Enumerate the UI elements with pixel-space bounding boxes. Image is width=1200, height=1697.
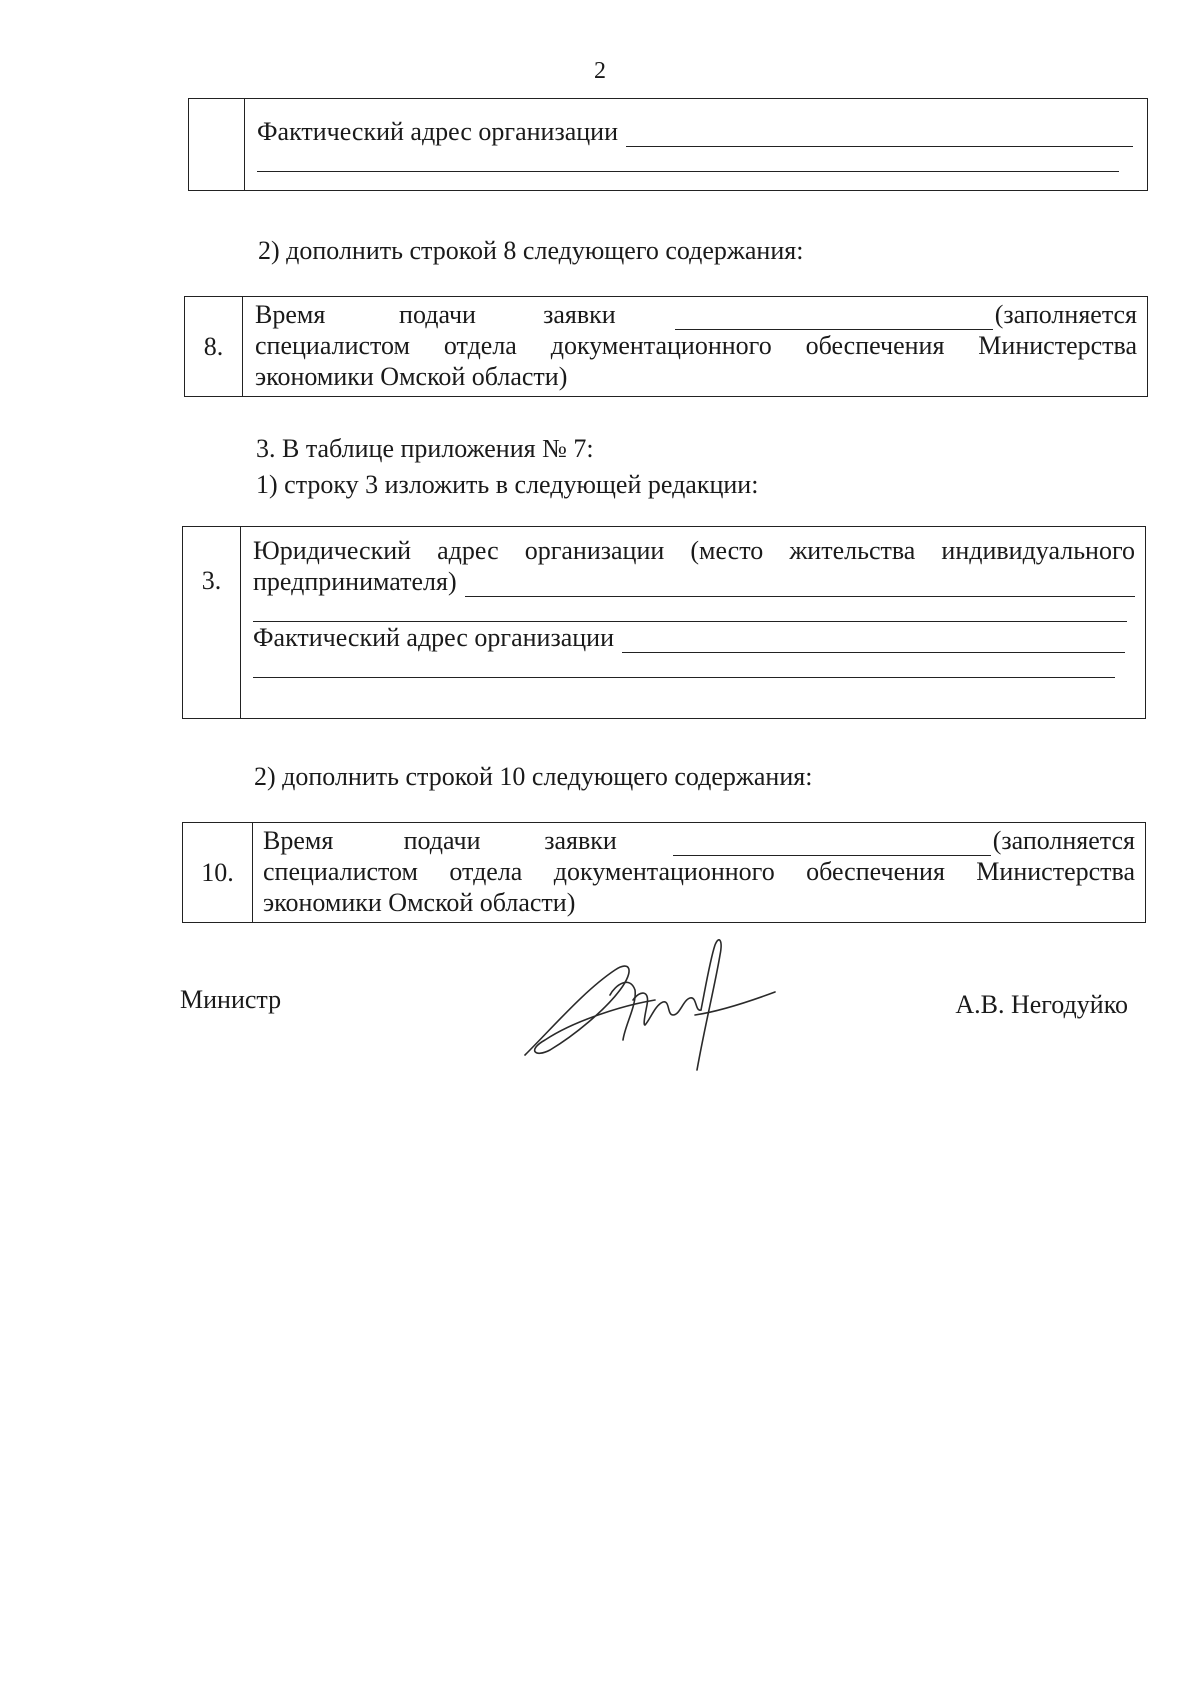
row-8-number: 8. xyxy=(185,297,243,397)
legal-address-line-2 xyxy=(253,597,1127,622)
time-blank-line xyxy=(675,307,993,330)
actual-address-line xyxy=(626,124,1133,147)
instruction-add-row-10: 2) дополнить строкой 10 следующего содержания: xyxy=(254,762,813,791)
row-10-line-3: экономики Омской области) xyxy=(263,888,576,917)
signer-name: А.В. Негодуйко xyxy=(955,990,1128,1019)
row-3-line-1: Юридический адрес организации (место жительства индивидуального xyxy=(253,536,1135,565)
table-row-8 xyxy=(184,296,1148,397)
table-row-10 xyxy=(182,822,1146,923)
table-content-cell xyxy=(245,99,1148,191)
filled-by-note: (заполняется xyxy=(994,300,1137,329)
time-blank-line-10 xyxy=(673,833,991,856)
table-continuation xyxy=(188,98,1148,191)
row-10-content xyxy=(253,823,1146,923)
word-submission-10: подачи xyxy=(403,826,481,855)
instruction-table-appendix-7: 3. В таблице приложения № 7: xyxy=(256,434,594,463)
word-time: Время xyxy=(255,300,326,329)
page-number: 2 xyxy=(594,58,606,84)
row-10-number: 10. xyxy=(183,823,253,923)
actual-address-line-3 xyxy=(622,630,1125,653)
handwritten-signature xyxy=(515,930,815,1090)
word-submission: подачи xyxy=(399,300,476,329)
row-10-line-2: специалистом отдела документационного обеспечения Министерства xyxy=(263,857,1135,886)
row-8-content xyxy=(243,297,1148,397)
row-3-content xyxy=(241,527,1146,719)
table-row-3 xyxy=(182,526,1146,719)
actual-address-line-2 xyxy=(257,147,1119,172)
actual-address-label-2: Фактический адрес организации xyxy=(253,623,614,652)
instruction-add-row-8: 2) дополнить строкой 8 следующего содержания: xyxy=(258,236,804,265)
legal-address-line xyxy=(465,574,1135,597)
table-number-cell xyxy=(189,99,245,191)
word-time-10: Время xyxy=(263,826,334,855)
filled-by-note-10: (заполняется xyxy=(992,826,1135,855)
actual-address-label: Фактический адрес организации xyxy=(257,116,618,146)
row-8-line-3: экономики Омской области) xyxy=(255,362,568,391)
word-application-10: заявки xyxy=(544,826,617,855)
row-8-line-2: специалистом отдела документационного обеспечения Министерства xyxy=(255,331,1137,360)
row-3-number: 3. xyxy=(183,527,241,719)
word-application: заявки xyxy=(543,300,616,329)
actual-address-line-4 xyxy=(253,653,1115,678)
row-3-line-2: предпринимателя) xyxy=(253,567,457,596)
instruction-row-3: 1) строку 3 изложить в следующей редакции: xyxy=(256,470,759,499)
signer-position: Министр xyxy=(180,985,282,1014)
